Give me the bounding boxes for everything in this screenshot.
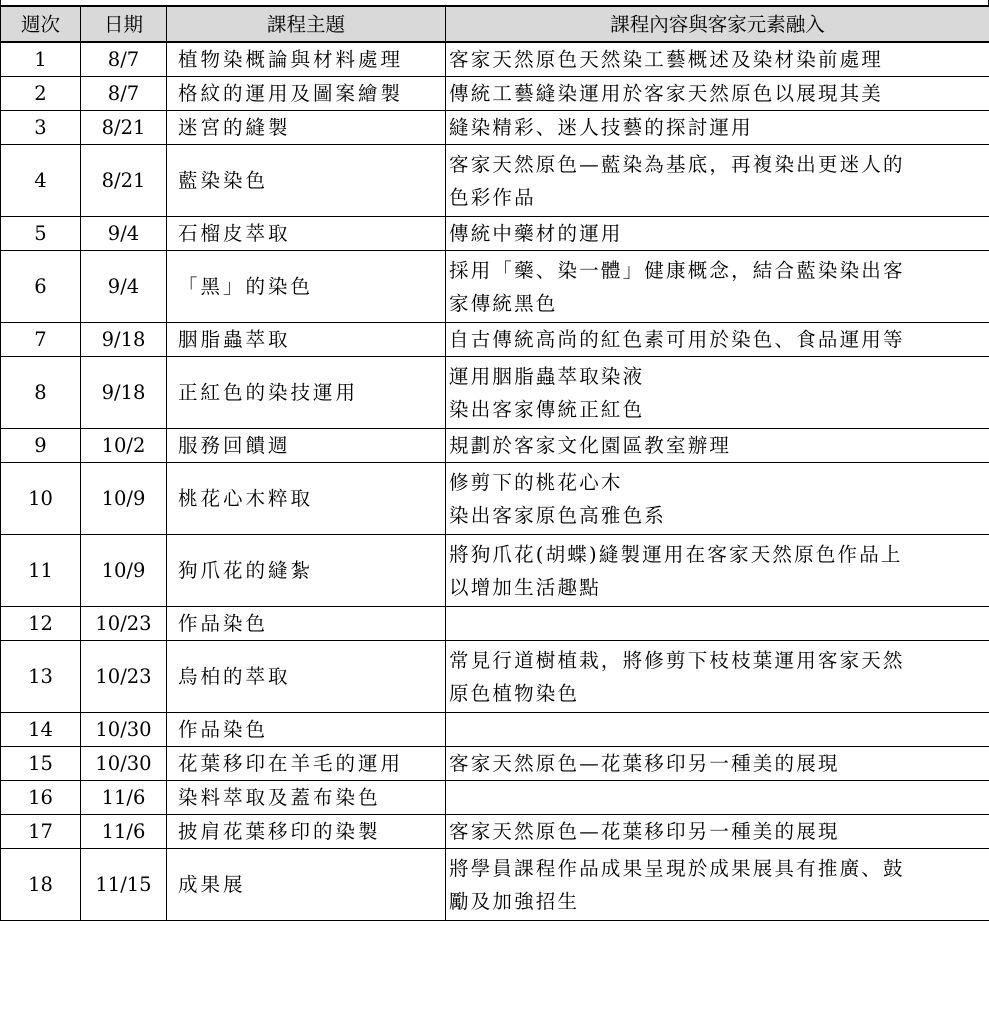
- content-line: 以增加生活趣點: [449, 575, 601, 599]
- table-row: [1, 641, 989, 713]
- week-cell: 16: [1, 781, 81, 815]
- week-cell: 5: [1, 217, 81, 251]
- date-cell: 10/30: [81, 713, 167, 747]
- topic-cell: 「黑」的染色: [167, 251, 446, 323]
- date-cell: 8/7: [81, 42, 167, 77]
- week-cell: 7: [1, 323, 81, 357]
- table-header: [1, 6, 989, 42]
- content-cell: [446, 429, 989, 463]
- topic-cell: 服務回饋週: [167, 429, 446, 463]
- topic-cell: 胭脂蟲萃取: [167, 323, 446, 357]
- content-cell: [446, 849, 989, 921]
- content-cell: [446, 747, 989, 781]
- content-line: 家傳統黑色: [449, 291, 558, 315]
- content-line: 客家天然原色—藍染為基底，再複染出更迷人的: [449, 152, 905, 176]
- content-cell: [446, 713, 989, 747]
- week-cell: 14: [1, 713, 81, 747]
- content-line: 修剪下的桃花心木: [449, 470, 623, 494]
- table-row: [1, 251, 989, 323]
- table-row: [1, 145, 989, 217]
- topic-cell: 藍染染色: [167, 145, 446, 217]
- week-cell: 6: [1, 251, 81, 323]
- date-cell: 8/7: [81, 77, 167, 111]
- date-cell: 10/9: [81, 463, 167, 535]
- table-row: [1, 111, 989, 145]
- content-line: 縫染精彩、迷人技藝的探討運用: [449, 116, 753, 139]
- content-line: 客家天然原色—花葉移印另一種美的展現: [449, 820, 840, 843]
- content-line: 自古傳統高尚的紅色素可用於染色、食品運用等: [449, 328, 905, 351]
- content-cell: [446, 42, 989, 77]
- table-row: [1, 42, 989, 77]
- topic-cell: 烏柏的萃取: [167, 641, 446, 713]
- content-cell: [446, 323, 989, 357]
- week-cell: 15: [1, 747, 81, 781]
- week-cell: 12: [1, 607, 81, 641]
- content-cell: [446, 77, 989, 111]
- week-cell: 2: [1, 77, 81, 111]
- table-row: [1, 849, 989, 921]
- content-cell: [446, 251, 989, 323]
- topic-cell: 狗爪花的縫紮: [167, 535, 446, 607]
- table-row: [1, 781, 989, 815]
- topic-cell: 花葉移印在羊毛的運用: [167, 747, 446, 781]
- table-row: [1, 357, 989, 429]
- header-week: 週次: [1, 6, 81, 42]
- content-line: 將學員課程作品成果呈現於成果展具有推廣、鼓: [449, 856, 905, 880]
- header-date: 日期: [81, 6, 167, 42]
- topic-cell: 石榴皮萃取: [167, 217, 446, 251]
- table-row: [1, 429, 989, 463]
- content-cell: [446, 145, 989, 217]
- table-row: [1, 463, 989, 535]
- course-schedule-table: [0, 5, 989, 921]
- content-line: 傳統中藥材的運用: [449, 222, 623, 245]
- content-line: 色彩作品: [449, 185, 536, 209]
- date-cell: 9/4: [81, 251, 167, 323]
- date-cell: 9/4: [81, 217, 167, 251]
- date-cell: 10/9: [81, 535, 167, 607]
- week-cell: 1: [1, 42, 81, 77]
- table-row: [1, 77, 989, 111]
- content-line: 傳統工藝縫染運用於客家天然原色以展現其美: [449, 82, 884, 105]
- content-line: 常見行道樹植栽，將修剪下枝枝葉運用客家天然: [449, 648, 905, 672]
- topic-cell: 格紋的運用及圖案繪製: [167, 77, 446, 111]
- table-row: [1, 323, 989, 357]
- content-line: 染出客家傳統正紅色: [449, 397, 645, 421]
- topic-cell: 作品染色: [167, 713, 446, 747]
- content-cell: [446, 641, 989, 713]
- date-cell: 10/23: [81, 607, 167, 641]
- content-line: 原色植物染色: [449, 681, 580, 705]
- content-line: 將狗爪花(胡蝶)縫製運用在客家天然原色作品上: [449, 542, 903, 566]
- topic-cell: 成果展: [167, 849, 446, 921]
- content-cell: [446, 815, 989, 849]
- date-cell: 9/18: [81, 323, 167, 357]
- table-row: [1, 217, 989, 251]
- content-line: 染出客家原色高雅色系: [449, 503, 667, 527]
- table-row: [1, 815, 989, 849]
- date-cell: 10/30: [81, 747, 167, 781]
- date-cell: 10/2: [81, 429, 167, 463]
- week-cell: 9: [1, 429, 81, 463]
- week-cell: 8: [1, 357, 81, 429]
- date-cell: 9/18: [81, 357, 167, 429]
- content-line: 勵及加強招生: [449, 889, 580, 913]
- topic-cell: 桃花心木粹取: [167, 463, 446, 535]
- table-row: [1, 713, 989, 747]
- table-body: [1, 42, 989, 921]
- content-line: 客家天然原色天然染工藝概述及染材染前處理: [449, 48, 884, 71]
- content-cell: [446, 463, 989, 535]
- header-content: 課程內容與客家元素融入: [446, 6, 989, 42]
- header-topic: 課程主題: [167, 6, 446, 42]
- content-cell: [446, 111, 989, 145]
- topic-cell: 染料萃取及蓋布染色: [167, 781, 446, 815]
- week-cell: 3: [1, 111, 81, 145]
- content-line: 規劃於客家文化園區教室辦理: [449, 434, 732, 457]
- content-cell: [446, 357, 989, 429]
- table-row: [1, 747, 989, 781]
- topic-cell: 正紅色的染技運用: [167, 357, 446, 429]
- date-cell: 10/23: [81, 641, 167, 713]
- topic-cell: 迷宮的縫製: [167, 111, 446, 145]
- table-row: [1, 607, 989, 641]
- date-cell: 11/15: [81, 849, 167, 921]
- week-cell: 11: [1, 535, 81, 607]
- content-cell: [446, 217, 989, 251]
- date-cell: 11/6: [81, 781, 167, 815]
- content-cell: [446, 607, 989, 641]
- content-cell: [446, 781, 989, 815]
- week-cell: 4: [1, 145, 81, 217]
- topic-cell: 披肩花葉移印的染製: [167, 815, 446, 849]
- content-line: 運用胭脂蟲萃取染液: [449, 364, 645, 388]
- topic-cell: 植物染概論與材料處理: [167, 42, 446, 77]
- week-cell: 13: [1, 641, 81, 713]
- content-line: 採用「藥、染一體」健康概念，結合藍染染出客: [449, 258, 905, 282]
- content-line: 客家天然原色—花葉移印另一種美的展現: [449, 752, 840, 775]
- table-row: [1, 535, 989, 607]
- week-cell: 17: [1, 815, 81, 849]
- header-row: [1, 6, 989, 42]
- week-cell: 18: [1, 849, 81, 921]
- week-cell: 10: [1, 463, 81, 535]
- topic-cell: 作品染色: [167, 607, 446, 641]
- date-cell: 11/6: [81, 815, 167, 849]
- content-cell: [446, 535, 989, 607]
- date-cell: 8/21: [81, 145, 167, 217]
- date-cell: 8/21: [81, 111, 167, 145]
